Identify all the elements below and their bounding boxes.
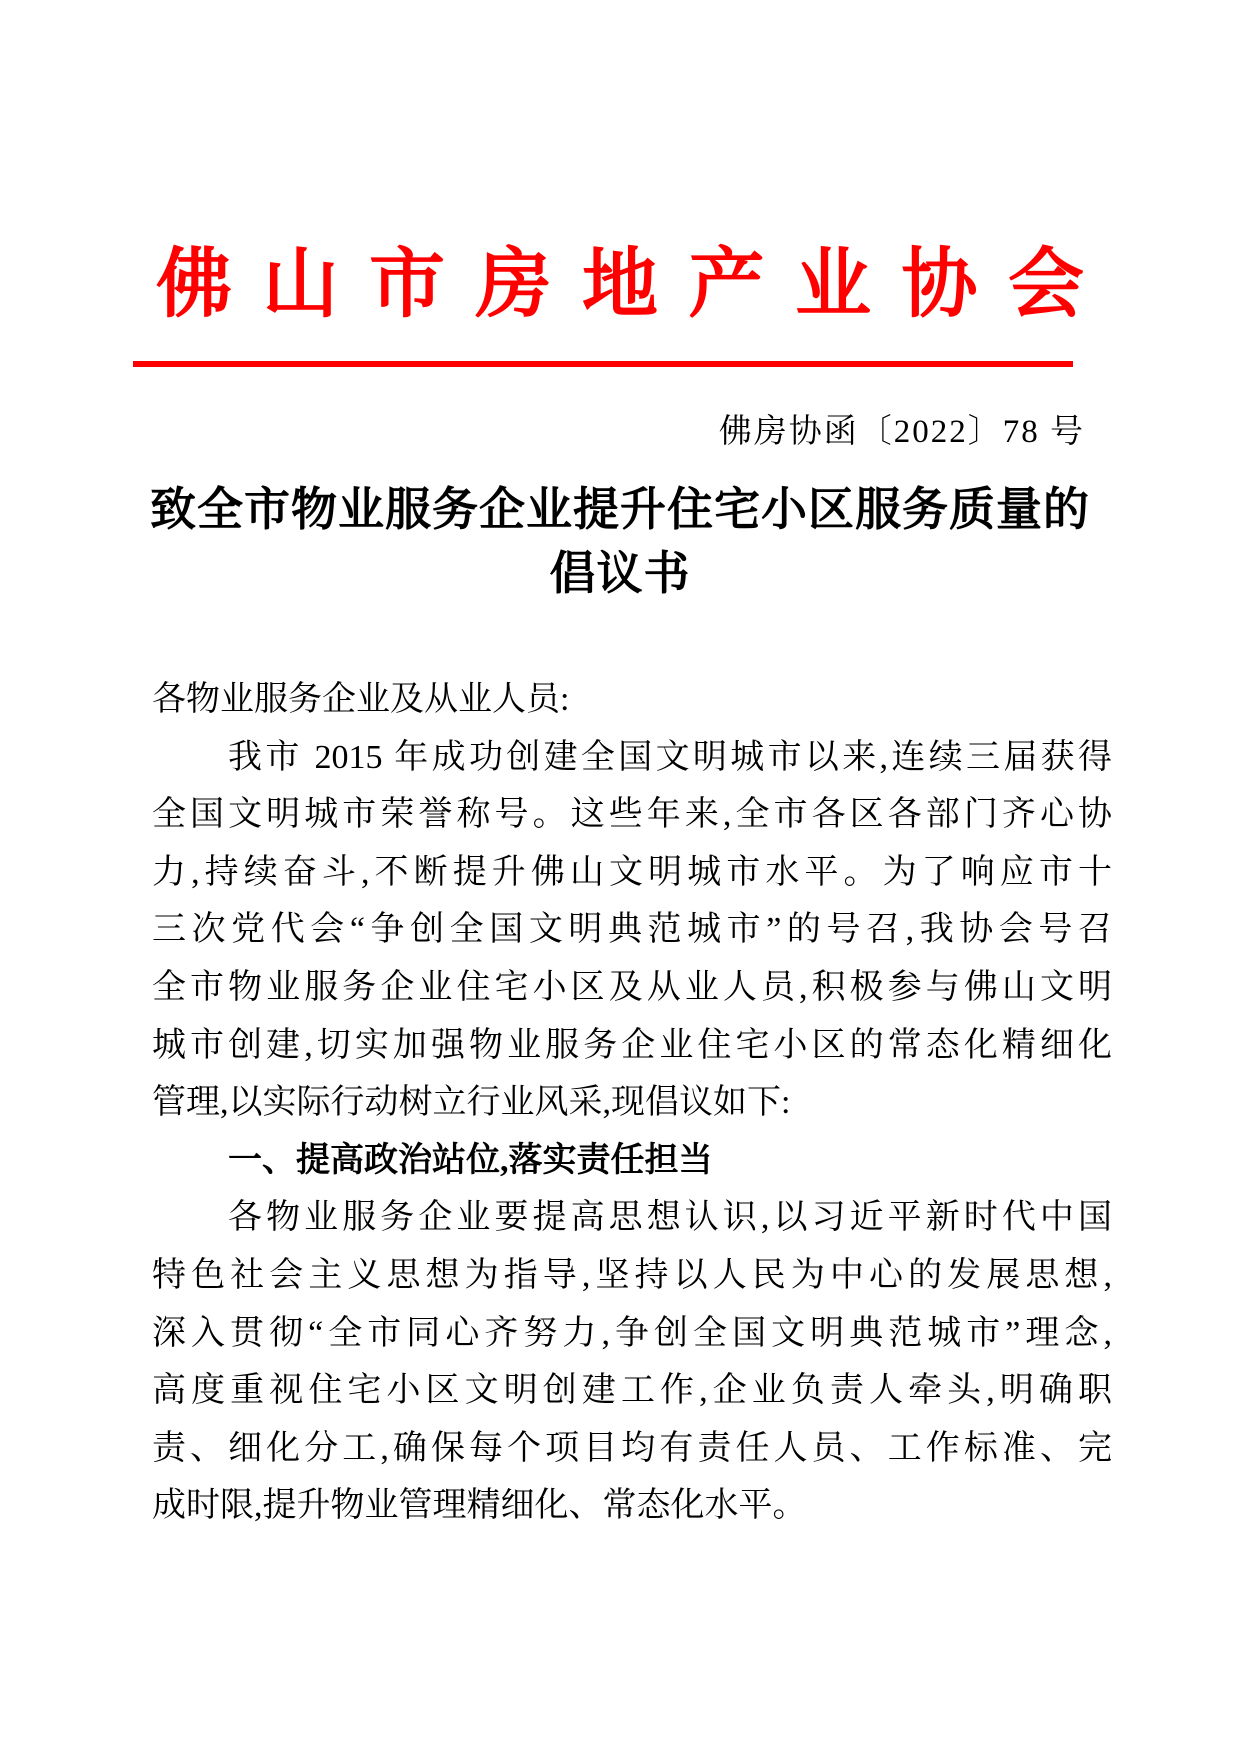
- document-body: [152, 671, 1112, 1535]
- body-line: 各物业服务企业及从业人员:: [152, 681, 570, 718]
- document-title-line1: 致全市物业服务企业提升住宅小区服务质量的: [150, 484, 1090, 535]
- document-title: [0, 478, 1240, 606]
- body-line: 全国文明城市荣誉称号。这些年来,全市各区各部门齐心协: [152, 796, 1112, 834]
- body-line: 成时限,提升物业管理精细化、常态化水平。: [152, 1487, 807, 1525]
- body-line: 一、提高政治站位,落实责任担当: [228, 1141, 713, 1179]
- body-line: 特色社会主义思想为指导,坚持以人民为中心的发展思想,: [152, 1256, 1112, 1294]
- body-line: 三次党代会“争创全国文明典范城市”的号召,我协会号召: [152, 911, 1112, 949]
- body-line: 管理,以实际行动树立行业风采,现倡议如下:: [152, 1084, 791, 1122]
- body-line: 各物业服务企业要提高思想认识,以习近平新时代中国: [228, 1199, 1112, 1237]
- body-line: 深入贯彻“全市同心齐努力,争创全国文明典范城市”理念,: [152, 1314, 1112, 1352]
- body-line: 全市物业服务企业住宅小区及从业人员,积极参与佛山文明: [152, 968, 1112, 1006]
- document-number: 佛房协函〔2022〕78 号: [718, 414, 1085, 450]
- letterhead-divider-line: [133, 361, 1073, 367]
- body-line: 高度重视住宅小区文明创建工作,企业负责人牵头,明确职: [152, 1372, 1112, 1410]
- org-name-letterhead: 佛 山 市 房 地 产 业 协 会: [156, 243, 1084, 327]
- body-line: 我市 2015 年成功创建全国文明城市以来,连续三届获得: [228, 738, 1112, 776]
- body-line: 责、细化分工,确保每个项目均有责任人员、工作标准、完: [152, 1429, 1112, 1467]
- body-line: 力,持续奋斗,不断提升佛山文明城市水平。为了响应市十: [152, 853, 1112, 891]
- document-title-line2: 倡议书: [549, 548, 691, 599]
- body-line: 城市创建,切实加强物业服务企业住宅小区的常态化精细化: [152, 1026, 1112, 1064]
